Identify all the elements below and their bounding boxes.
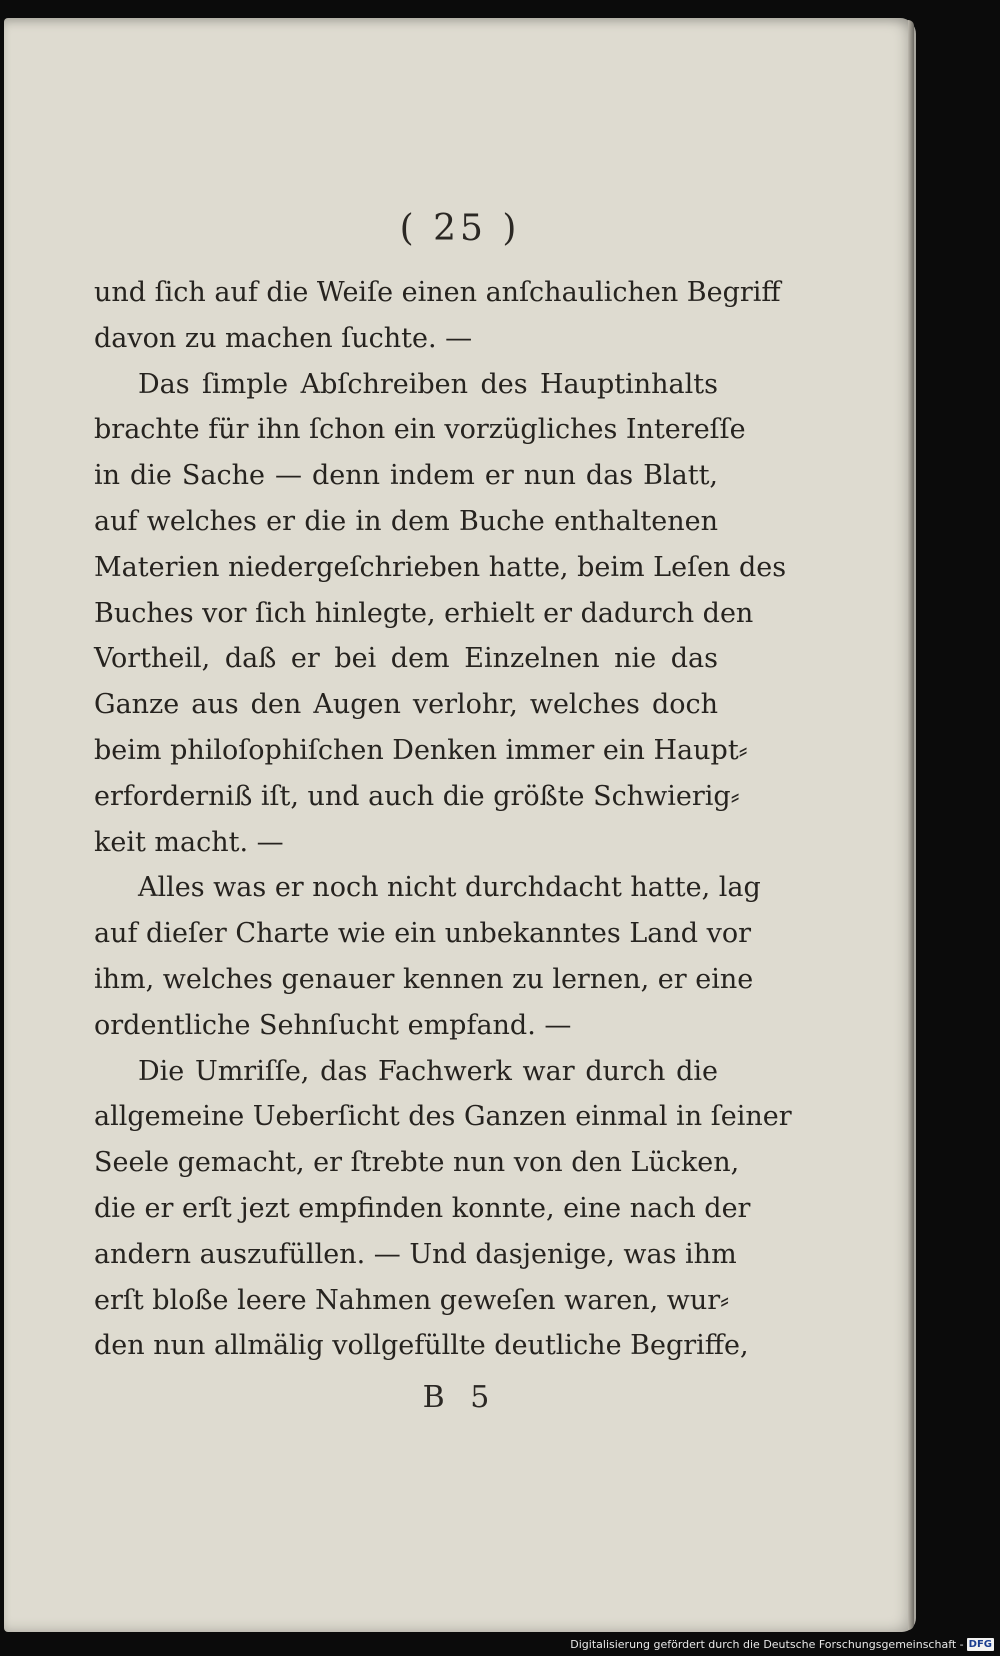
text-line: keit macht. — <box>94 826 284 858</box>
text-line: beim philoſophiſchen Denken immer ein Haupt⸗ <box>94 734 748 766</box>
text-line: Seele gemacht, er ſtrebte nun von den Lücken, <box>94 1147 740 1179</box>
page-number-header: ( 25 ) <box>399 208 521 249</box>
body-text <box>94 270 792 1369</box>
text-line: brachte für ihn ſchon ein vorzügliches Intereſſe <box>94 414 746 446</box>
text-line: die er erſt jezt empfinden konnte, eine nach der <box>94 1192 751 1224</box>
text-line: ordentliche Sehnſucht empfand. — <box>94 1009 572 1041</box>
text-line: allgemeine Ueberſicht des Ganzen einmal in ſeiner <box>94 1101 792 1133</box>
text-line: Die Umriſſe, das Fachwerk war durch die <box>138 1055 718 1087</box>
text-line: andern auszufüllen. — Und dasjenige, was ihm <box>94 1238 737 1270</box>
text-line: Buches vor ſich hinlegte, erhielt er dadurch den <box>94 597 754 629</box>
text-line: davon zu machen ſuchte. — <box>94 322 473 354</box>
funding-credit-text: Digitalisierung gefördert durch die Deutsche Forschungsgemeinschaft - <box>570 1637 964 1651</box>
text-line: auf welches er die in dem Buche enthaltenen <box>94 505 718 537</box>
text-line: erſt bloße leere Nahmen geweſen waren, wur⸗ <box>94 1284 730 1316</box>
text-line: Materien niedergeſchrieben hatte, beim Leſen des <box>94 551 787 583</box>
printer-signature: B 5 <box>422 1380 498 1415</box>
text-line: Ganze aus den Augen verlohr, welches doch <box>94 689 718 721</box>
text-line: und ſich auf die Weiſe einen anſchaulichen Begriff <box>94 277 781 308</box>
text-line: den nun allmälig vollgefüllte deutliche Begriffe, <box>94 1330 749 1362</box>
dfg-logo: DFG <box>968 1638 992 1650</box>
book-page <box>4 18 916 1632</box>
text-line: ihm, welches genauer kennen zu lernen, er eine <box>94 963 754 995</box>
text-line: Vortheil, daß er bei dem Einzelnen nie das <box>94 643 718 675</box>
funding-credit <box>570 1636 994 1652</box>
text-line: erforderniß iſt, und auch die größte Schwierig⸗ <box>94 780 740 812</box>
page-edge-shadow <box>908 20 914 1630</box>
text-line: in die Sache — denn indem er nun das Blatt, <box>94 460 718 492</box>
text-line: Das ſimple Abſchreiben des Hauptinhalts <box>138 368 718 400</box>
text-line: auf dieſer Charte wie ein unbekanntes Land vor <box>94 918 752 950</box>
text-line: Alles was er noch nicht durchdacht hatte, lag <box>138 872 761 904</box>
